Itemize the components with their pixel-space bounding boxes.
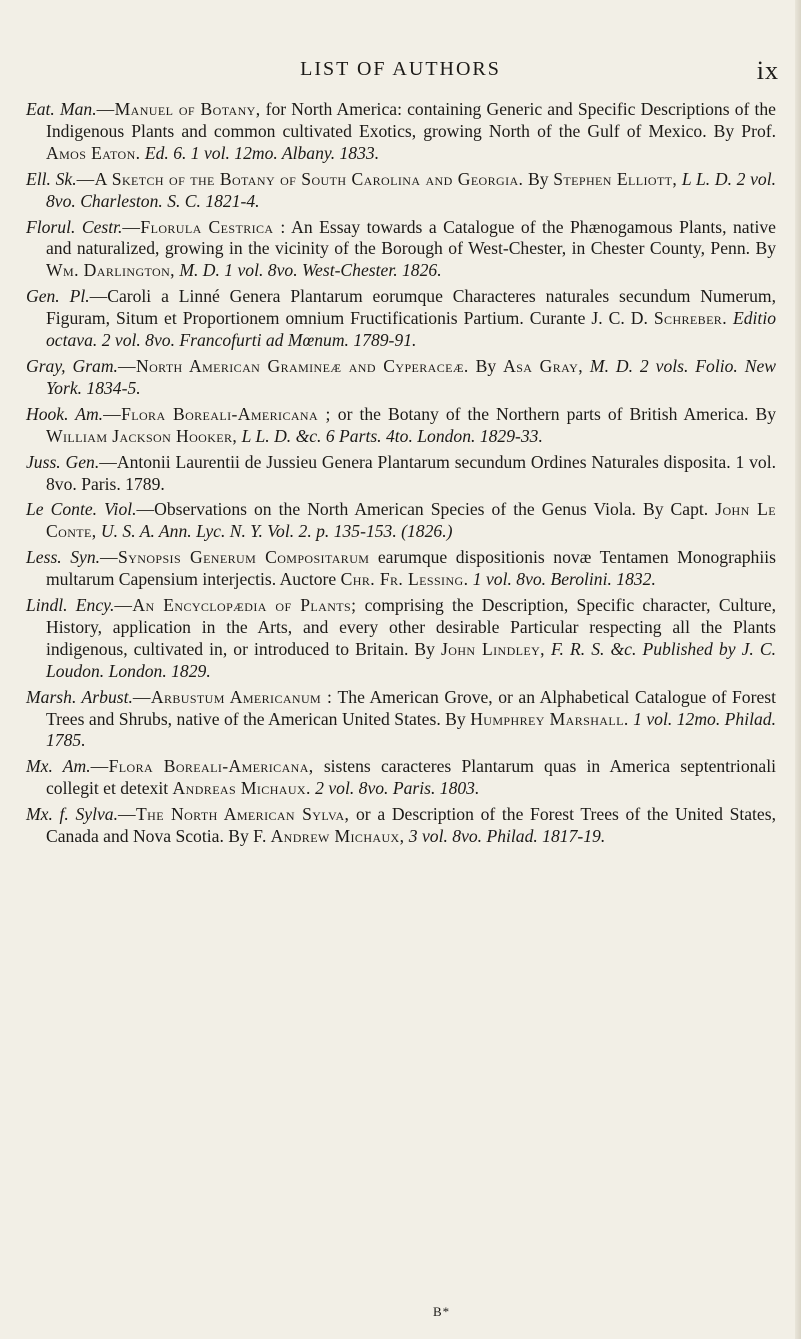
entry-author: Stephen Elliott, xyxy=(553,168,678,189)
entry-imprint: U. S. A. Ann. Lyc. N. Y. Vol. 2. p. 135-153. (1826.) xyxy=(96,521,453,542)
entry-description: sistens caracteres Plantarum quas in America septentrionali collegit et detexit xyxy=(46,756,777,799)
entry-author: William Jackson Hooker, xyxy=(46,425,238,446)
entry-author: John Lindley, xyxy=(441,638,545,659)
list-item xyxy=(26,547,776,591)
entry-abbreviation: Mx. Am. xyxy=(26,756,91,777)
list-item xyxy=(26,99,776,165)
list-item xyxy=(26,286,776,352)
running-head-title: LIST OF AUTHORS xyxy=(300,58,501,80)
entry-imprint: M. D. 1 vol. 8vo. West-Chester. 1826. xyxy=(174,260,442,281)
entry-author: John Le Conte, xyxy=(46,499,776,542)
page-number: ix xyxy=(756,56,779,85)
entry-description: for North America: containing Generic and Specific Descriptions of the Indigenous Plants and common cultivated Exotics, growing North of the Gulf of Mexico. By Prof. xyxy=(46,99,776,141)
entry-title: —The North American Sylva, xyxy=(118,804,350,825)
entry-abbreviation: Ell. Sk. xyxy=(26,168,77,189)
entry-title: —Manuel of Botany, xyxy=(96,99,261,119)
entry-description: —Observations on the North American Species of the Genus Viola. By Capt. xyxy=(136,499,716,520)
entry-description: —Antonii Laurentii de Jussieu Genera Plantarum secundum Ordines Naturales disposita. 1 vol. 8vo. Paris. 1789. xyxy=(46,451,776,494)
entry-author: Schreber. xyxy=(653,308,727,329)
entry-abbreviation: Hook. Am. xyxy=(26,403,104,424)
entry-author: Chr. Fr. Lessing. xyxy=(340,569,469,590)
entry-abbreviation: Eat. Man. xyxy=(26,99,97,119)
entry-title: —An Encyclopædia of Plants; xyxy=(114,595,357,616)
entry-description: The American Grove, or an Alphabetical Catalogue of Forest Trees and Shrubs, native of the American United States. By xyxy=(46,686,776,729)
entry-imprint: M. D. 2 vols. Folio. New York. 1834-5. xyxy=(46,355,776,398)
entry-abbreviation: Gray, Gram. xyxy=(26,355,118,376)
entry-abbreviation: Less. Syn. xyxy=(26,547,101,568)
entry-author: Asa Gray, xyxy=(503,355,584,376)
entry-description: By xyxy=(523,168,554,189)
entry-description: comprising the Description, Specific character, Culture, History, application in the Arts, and every other desirable Particular respecting all the Plants indigenous, cultivated in, or introduced to Britain. By xyxy=(46,595,776,659)
entry-abbreviation: Gen. Pl. xyxy=(26,286,90,307)
list-item xyxy=(26,499,776,543)
entry-imprint: L L. D. 2 vol. 8vo. Charleston. S. C. 1821-4. xyxy=(46,168,776,211)
list-item xyxy=(26,756,776,800)
entry-imprint: F. R. S. &c. Published by J. C. Loudon. London. 1829. xyxy=(46,638,776,681)
entry-description: or the Botany of the Northern parts of British America. By xyxy=(330,403,776,424)
running-head xyxy=(0,58,801,88)
entry-abbreviation: Florul. Cestr. xyxy=(26,216,123,237)
entry-title: —Synopsis Generum Compositarum xyxy=(100,547,370,568)
list-item xyxy=(26,356,776,400)
entry-abbreviation: Mx. f. Sylva. xyxy=(26,804,118,825)
list-item xyxy=(26,217,776,283)
entry-author: Wm. Darlington, xyxy=(46,260,175,281)
list-item xyxy=(26,169,776,213)
entry-author: F. Andrew Michaux, xyxy=(253,826,405,847)
list-item xyxy=(26,452,776,496)
entry-imprint: Editio octava. 2 vol. 8vo. Francofurti ad Mœnum. 1789-91. xyxy=(46,308,776,351)
entry-title: —Flora Boreali-Americana, xyxy=(90,756,314,777)
entry-title: —A Sketch of the Botany of South Carolina and Georgia. xyxy=(76,168,524,189)
entry-description: An Essay towards a Catalogue of the Phænogamous Plants, native and naturalized, growing in the vicinity of the Borough of West-Chester, in Chester County, Penn. By xyxy=(46,216,776,259)
entry-imprint: 3 vol. 8vo. Philad. 1817-19. xyxy=(404,826,606,847)
entry-imprint: 1 vol. 8vo. Berolini. 1832. xyxy=(468,569,656,590)
entry-abbreviation: Juss. Gen. xyxy=(26,451,100,472)
entry-imprint: 1 vol. 12mo. Philad. 1785. xyxy=(46,708,776,751)
list-item xyxy=(26,595,776,683)
entry-abbreviation: Lindl. Ency. xyxy=(26,595,115,616)
entry-imprint: L L. D. &c. 6 Parts. 4to. London. 1829-33. xyxy=(237,425,543,446)
page-edge xyxy=(795,0,801,1339)
entry-abbreviation: Le Conte. Viol. xyxy=(26,499,137,520)
entry-title: —Florula Cestrica : xyxy=(122,216,286,237)
list-item xyxy=(26,804,776,848)
entry-description: —Caroli a Linné Genera Plantarum eorumque Characteres naturales secundum Numerum, Figuram, Situm et Proportionem omnium Fructificationis Partium. Curante J. C. D. xyxy=(46,286,776,329)
entry-imprint: Ed. 6. 1 vol. 12mo. Albany. 1833. xyxy=(140,142,380,163)
entry-description: By xyxy=(468,355,504,376)
entry-title: —Flora Boreali-Americana ; xyxy=(103,403,331,424)
entry-author: Humphrey Marshall. xyxy=(470,708,629,729)
list-item xyxy=(26,687,776,753)
entry-description: or a Description of the Forest Trees of the United States, Canada and Nova Scotia. By xyxy=(46,804,776,847)
entry-title: —Arbustum Americanum : xyxy=(132,686,333,707)
entry-description: earumque dispositionis novæ Tentamen Monographiis multarum Capensium interjectis. Auctore xyxy=(46,547,776,590)
signature-mark: B* xyxy=(433,1304,451,1319)
entry-author: Andreas Michaux. xyxy=(172,778,311,799)
author-list xyxy=(26,99,776,852)
entry-imprint: 2 vol. 8vo. Paris. 1803. xyxy=(310,778,480,799)
entry-abbreviation: Marsh. Arbust. xyxy=(26,686,133,707)
entry-title: —North American Gramineæ and Cyperaceæ. xyxy=(117,355,469,376)
entry-author: Amos Eaton. xyxy=(46,142,141,163)
list-item xyxy=(26,404,776,448)
